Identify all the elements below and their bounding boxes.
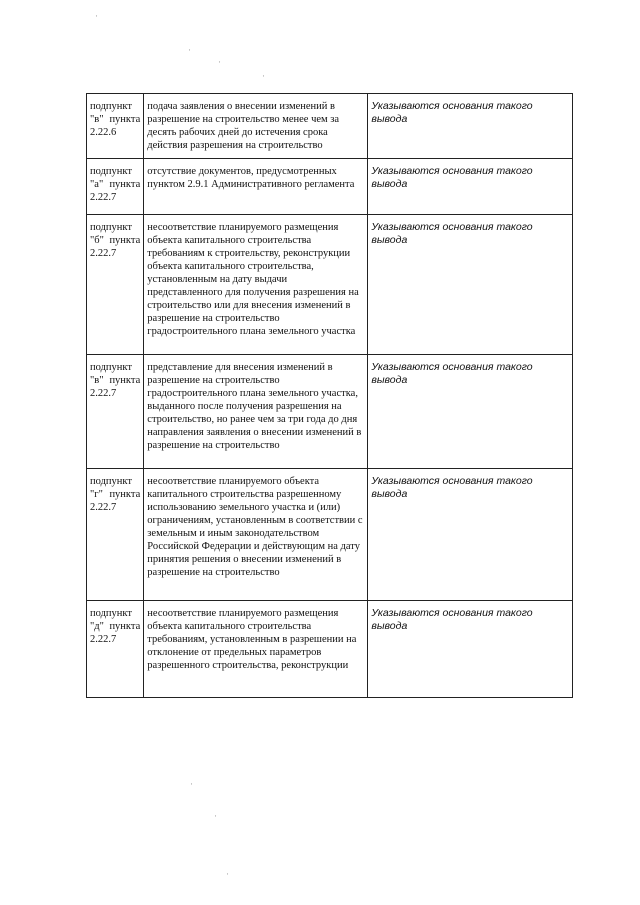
scan-speck: · <box>218 57 221 67</box>
scan-speck: · <box>226 869 229 879</box>
scan-speck: · <box>214 811 217 821</box>
grounds-table <box>86 93 573 698</box>
reason-note: Указываются основания такого вывода <box>368 601 573 698</box>
scan-speck: · <box>188 45 191 55</box>
clause-reference: подпункт "д" пункта 2.22.7 <box>87 601 144 698</box>
table-row <box>87 469 573 601</box>
table-row <box>87 215 573 355</box>
refusal-ground-text: подача заявления о внесении изменений в разрешение на строительство менее чем за десять рабочих дней до истечения срока действия разрешения на строительство <box>144 94 368 159</box>
clause-reference: подпункт "г" пункта 2.22.7 <box>87 469 144 601</box>
scan-speck: · <box>190 779 193 789</box>
clause-reference: подпункт "а" пункта 2.22.7 <box>87 159 144 215</box>
refusal-ground-text: отсутствие документов, предусмотренных пунктом 2.9.1 Административного регламента <box>144 159 368 215</box>
clause-reference: подпункт "в" пункта 2.22.6 <box>87 94 144 159</box>
reason-note: Указываются основания такого вывода <box>368 355 573 469</box>
clause-reference: подпункт "б" пункта 2.22.7 <box>87 215 144 355</box>
reason-note: Указываются основания такого вывода <box>368 215 573 355</box>
scan-speck: · <box>95 11 98 21</box>
refusal-ground-text: несоответствие планируемого объекта капитального строительства разрешенному использованию земельного участка и (или) ограничениям, установленным в соответствии с земельным и иным законодательством Российской Федерации и действующим на дату принятия решения о внесении изменений в разрешение на строительство <box>144 469 368 601</box>
table-row <box>87 601 573 698</box>
table-row <box>87 355 573 469</box>
scan-speck: · <box>262 71 265 81</box>
refusal-ground-text: несоответствие планируемого размещения объекта капитального строительства требованиям к строительству, реконструкции объекта капитального строительства, установленным на дату выдачи представленного для получения разрешения на строительство или для внесения изменений в разрешение на строительство градостроительного плана земельного участка <box>144 215 368 355</box>
reason-note: Указываются основания такого вывода <box>368 469 573 601</box>
table-row <box>87 159 573 215</box>
reason-note: Указываются основания такого вывода <box>368 94 573 159</box>
table-row <box>87 94 573 159</box>
refusal-ground-text: представление для внесения изменений в разрешение на строительство градостроительного плана земельного участка, выданного после получения разрешения на строительство, но ранее чем за три года до дня направления заявления о внесении изменений в разрешение на строительство <box>144 355 368 469</box>
clause-reference: подпункт "в" пункта 2.22.7 <box>87 355 144 469</box>
refusal-ground-text: несоответствие планируемого размещения объекта капитального строительства требованиям, установленным в разрешении на отклонение от предельных параметров разрешенного строительства, реконструкции <box>144 601 368 698</box>
reason-note: Указываются основания такого вывода <box>368 159 573 215</box>
